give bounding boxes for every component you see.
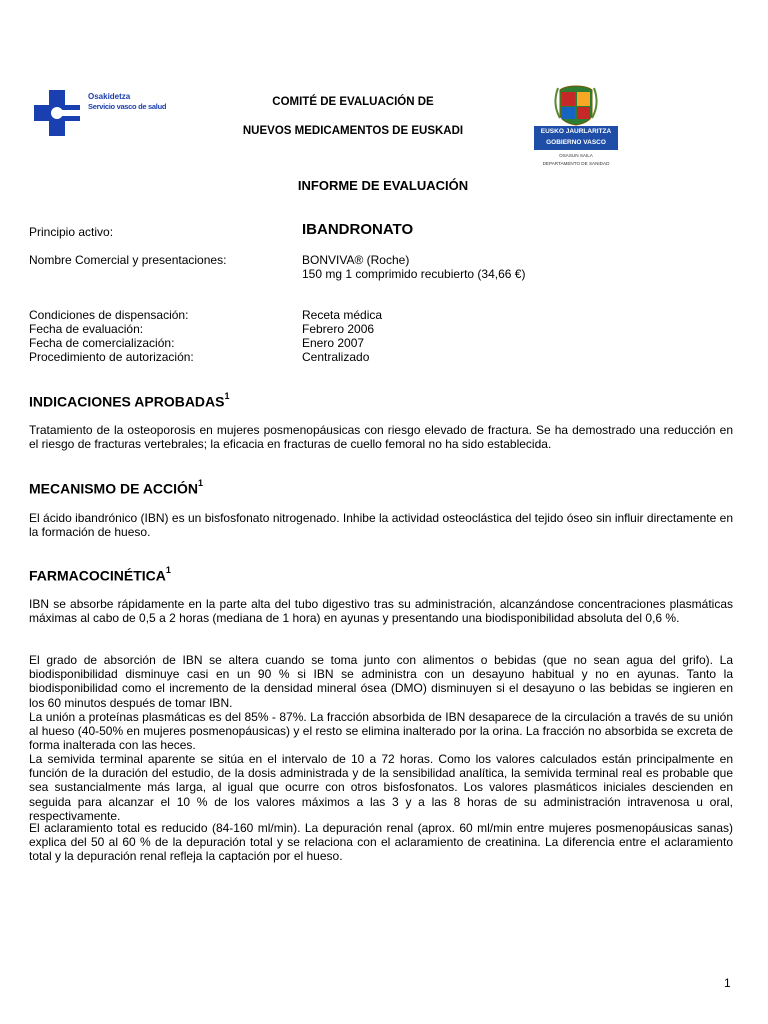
nombre-comercial-value1: BONVIVA® (Roche) (302, 253, 410, 267)
report-title-text: INFORME DE EVALUACIÓN (297, 178, 469, 193)
condiciones-label: Condiciones de dispensación: (29, 308, 189, 322)
mecanismo-body: El ácido ibandrónico (IBN) es un bisfosfonato nitrogenado. Inhibe la actividad osteoclástica del tejido óseo sin influir directamente en la formación de hueso. (29, 511, 733, 540)
indicaciones-ref: 1 (224, 391, 230, 401)
principio-activo-value: IBANDRONATO (302, 221, 414, 238)
indicaciones-body: Tratamiento de la osteoporosis en mujeres posmenopáusicas con riesgo elevado de fractura. Se ha demostrado una reducción en el riesgo de fracturas vertebrales; la eficacia en fracturas de cuello femoral no ha sido establecida. (29, 423, 733, 452)
mecanismo-ref: 1 (198, 478, 204, 488)
gobierno-band-line2: GOBIERNO VASCO (546, 139, 606, 146)
nombre-comercial-value2: 150 mg 1 comprimido recubierto (34,66 €) (302, 267, 526, 281)
gobierno-sub2: DEPARTAMENTO DE SANIDAD (542, 161, 610, 166)
procedimiento-value: Centralizado (302, 350, 370, 364)
farmacocinetica-heading-text: FARMACOCINÉTICA (29, 567, 166, 584)
farmacocinetica-p4: La semivida terminal aparente se sitúa en el intervalo de 10 a 72 horas. Como los valores calculados están principalmente en función de la duración del estudio, de la dosis administrada y de la sensibilidad analítica, la semivida terminal real es probable que sea sustancialmente más larga, al igual que ocurre con otros bisfosfonatos. Los valores plasmáticos iniciales descienden en seguida para alcanzar el 10 % de los valores máximos a las 3 y a las 8 horas de su administración intravenosa u oral, respectivamente. (29, 752, 733, 823)
gobierno-band-line1: EUSKO JAURLARITZA (540, 128, 612, 135)
logo-left-line2: Servicio vasco de salud (88, 102, 167, 111)
farmacocinetica-p3: La unión a proteínas plasmáticas es del 85% - 87%. La fracción absorbida de IBN desaparece de la circulación a través de su unión al hueso (40-50% en mujeres posmenopáusicas) y el resto se elimina inalterado por la orina. La fracción no absorbida se excreta de forma inalterada con las heces. (29, 710, 733, 753)
page-number: 1 (724, 976, 731, 990)
fecha-comercializacion-label: Fecha de comercialización: (29, 336, 175, 350)
fecha-evaluacion-label: Fecha de evaluación: (29, 322, 144, 336)
committee-line2: NUEVOS MEDICAMENTOS DE EUSKADI (242, 125, 464, 137)
indicaciones-heading-text: INDICACIONES APROBADAS (29, 393, 225, 410)
nombre-comercial-label: Nombre Comercial y presentaciones: (29, 253, 227, 267)
farmacocinetica-heading (29, 567, 171, 584)
mecanismo-heading (29, 480, 203, 497)
farmacocinetica-ref: 1 (165, 565, 171, 575)
logo-left-line1: Osakidetza (88, 92, 131, 101)
gobierno-band (534, 126, 618, 150)
committee-line1: COMITÉ DE EVALUACIÓN DE (272, 96, 434, 108)
procedimiento-label: Procedimiento de autorización: (29, 350, 194, 364)
principio-activo-label: Principio activo: (29, 225, 114, 239)
gobierno-vasco-logo (534, 84, 620, 174)
indicaciones-heading (29, 393, 230, 410)
condiciones-value: Receta médica (302, 308, 383, 322)
mecanismo-heading-text: MECANISMO DE ACCIÓN (29, 480, 199, 497)
report-title (0, 178, 768, 193)
fecha-evaluacion-value: Febrero 2006 (302, 322, 375, 336)
farmacocinetica-p1: IBN se absorbe rápidamente en la parte alta del tubo digestivo tras su administración, alcanzándose concentraciones plasmáticas máximas al cabo de 0,5 a 2 horas (mediana de 1 hora) en ayunas y presentando una biodisponibilidad absoluta del 0,6 %. (29, 597, 733, 626)
gobierno-sub1: OSASUN SAILA (559, 153, 593, 158)
fecha-comercializacion-value: Enero 2007 (302, 336, 365, 350)
farmacocinetica-p2: El grado de absorción de IBN se altera cuando se toma junto con alimentos o bebidas (que no sean agua del grifo). La biodisponibilidad disminuye casi en un 90 % si IBN se administra con un desayuno habitual y no en ayunas. Tanto la biodisponibilidad como el incremento de la densidad mineral ósea (DMO) disminuyen si el desayuno o las bebidas se ingieren en los 60 minutos después de tomar IBN. (29, 653, 733, 710)
coat-of-arms-icon (534, 84, 618, 126)
farmacocinetica-p5: El aclaramiento total es reducido (84-160 ml/min). La depuración renal (aprox. 60 ml/min entre mujeres posmenopáusicas sanas) explica del 50 al 60 % de la depuración total y se relaciona con el aclaramiento de creatinina. La diferencia entre el aclaramiento total y la depuración renal refleja la captación por el hueso. (29, 821, 733, 864)
